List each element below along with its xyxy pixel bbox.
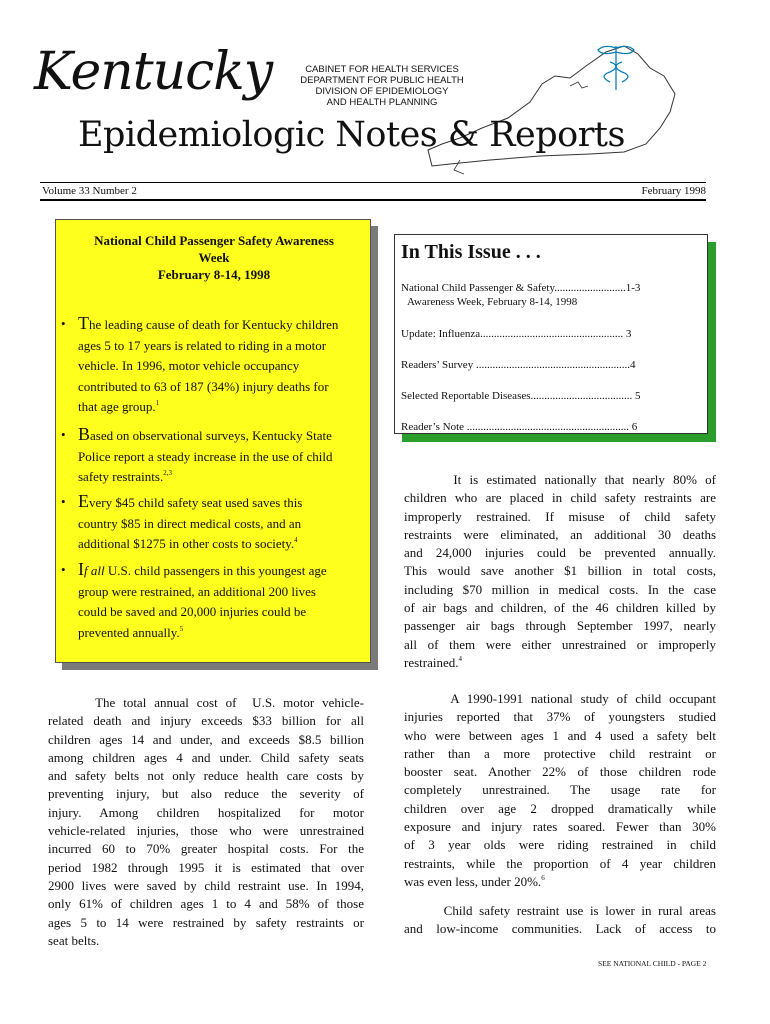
text-line: restrained.$^4$ bbox=[404, 654, 463, 670]
fact-line: vehicle. In 1996, motor vehicle occupancy bbox=[78, 358, 300, 373]
text-line: incurred 60 to 70% greater hospital costs. For the bbox=[48, 841, 364, 857]
fact-line: prevented annually.$^5$ bbox=[78, 624, 184, 640]
text-line: preventing injury, but also reduce the severity of bbox=[48, 786, 364, 802]
text-line: The total annual cost of U.S. motor vehicle- bbox=[48, 695, 364, 710]
issue-date: February 1998 bbox=[641, 185, 706, 197]
in-this-issue-box bbox=[394, 234, 708, 434]
agency-line: AND HEALTH PLANNING bbox=[326, 97, 438, 108]
toc-item[interactable]: Readers’ Survey ........................................................4 bbox=[401, 359, 636, 371]
fact-text bbox=[78, 492, 364, 555]
divider bbox=[40, 199, 706, 201]
text-line: restraints, while the proportion of 4 year children bbox=[404, 855, 716, 871]
fact-bullet: • If all U.S. child passengers in this youngest age group were restrained, an additional 200 lives could be saved and 20,000 injuries could be prevented annually.$^5$ bbox=[64, 560, 364, 643]
text-line: rather than a more protective child restraint or bbox=[404, 745, 716, 761]
text-line: ages 5 to 14 were restrained by safety restraints or bbox=[48, 914, 364, 930]
text-line: was even less, under 20%.$^6$ bbox=[404, 873, 545, 889]
fact-line: ages 5 to 17 years is related to riding in a motor bbox=[78, 337, 327, 353]
toc-item[interactable]: National Child Passenger & Safety..........................1-3 bbox=[401, 282, 641, 294]
text-line: all of them were either unrestrained or improperly bbox=[404, 636, 716, 652]
fact-line: safety restraints.$^{2,3}$ bbox=[78, 469, 172, 484]
text-line: period 1982 through 1995 it is estimated that over bbox=[48, 859, 364, 875]
text-line: children over age 2 dropped dramatically while bbox=[404, 800, 716, 816]
text-line: children ages 14 and under, and exceeds $8.5 billion bbox=[48, 731, 364, 747]
text-line: A 1990-1991 national study of child occupant bbox=[404, 691, 716, 706]
text-line: improperly restrained. If misuse of child safety bbox=[404, 508, 716, 524]
fact-line: The leading cause of death for Kentucky children bbox=[78, 313, 339, 333]
fact-line: If all U.S. child passengers in this youngest age bbox=[78, 559, 327, 579]
text-line: passenger air bags through September 1997, nearly bbox=[404, 618, 716, 634]
text-line: children who are placed in child safety restraints are bbox=[404, 490, 716, 506]
footnote-ref: 2,3 bbox=[163, 469, 172, 477]
text-line: seat belts. bbox=[48, 932, 100, 948]
text-line: injury. Among children hospitalized for motor bbox=[48, 804, 364, 820]
volume-number: Volume 33 Number 2 bbox=[42, 185, 137, 197]
toc-item[interactable]: Update: Influenza.................................................... 3 bbox=[401, 328, 632, 340]
fact-bullet: • Based on observational surveys, Kentucky State Police report a steady increase in the use of child safety restraints.$^{2,3}$ bbox=[64, 425, 364, 488]
feature-box bbox=[55, 219, 371, 663]
feature-title-line: Week bbox=[198, 250, 230, 265]
drop-cap: E bbox=[78, 491, 89, 511]
feature-title-line: February 8-14, 1998 bbox=[157, 267, 271, 282]
text-line: This would save another $1 billion in total costs, bbox=[404, 563, 716, 579]
continuation-note: SEE NATIONAL CHILD - PAGE 2 bbox=[598, 959, 707, 968]
agency-line: CABINET FOR HEALTH SERVICES bbox=[305, 64, 459, 75]
text-line: booster seat. Another 22% of those children rode bbox=[404, 764, 716, 780]
divider bbox=[40, 182, 706, 183]
text-line: injuries reported that 37% of youngsters studied bbox=[404, 709, 716, 725]
in-this-issue-heading: In This Issue . . . bbox=[401, 241, 541, 263]
text-line: of 3 year olds were riding restrained in child bbox=[404, 837, 716, 853]
text-line: exposure and injury rates soared. Fewer than 30% bbox=[404, 819, 716, 835]
text-line: and safety belts not only reduce health care costs by bbox=[48, 768, 364, 784]
footnote-ref: 5 bbox=[179, 624, 184, 633]
fact-text bbox=[78, 560, 364, 643]
fact-bullet: • The leading cause of death for Kentucky children ages 5 to 17 years is related to riding in a motor vehicle. In 1996, motor vehicle occupancy contributed to 63 of 187 (34%) injury deaths for that age group.$^1$ bbox=[64, 314, 364, 418]
text-line: Child safety restraint use is lower in rural areas bbox=[404, 903, 716, 918]
text-line: and 24,000 injuries could be prevented annually. bbox=[404, 545, 716, 561]
fact-line: group were restrained, an additional 200 lives bbox=[78, 583, 316, 599]
text-line: of air bags and children, of the 46 children killed by bbox=[404, 600, 716, 616]
footnote-ref: 6 bbox=[541, 873, 545, 882]
text-line: 2900 lives were saved by child restraint use. In 1994, bbox=[48, 877, 364, 893]
fact-line: Based on observational surveys, Kentucky State bbox=[78, 424, 332, 444]
footnote-ref: 4 bbox=[294, 536, 298, 544]
article-paragraph bbox=[404, 471, 716, 672]
kentucky-map-icon bbox=[420, 32, 680, 182]
article-paragraph bbox=[404, 690, 716, 891]
agency-line: DIVISION OF EPIDEMIOLOGY bbox=[315, 86, 449, 97]
drop-cap: B bbox=[78, 424, 91, 444]
footnote-ref: 1 bbox=[155, 399, 160, 407]
fact-line: country $85 in direct medical costs, and an bbox=[78, 515, 302, 531]
masthead-logo: Kentucky bbox=[34, 42, 273, 102]
text-line: related death and injury exceeds $33 billion for all bbox=[48, 713, 364, 729]
text-line: It is estimated nationally that nearly 80% of bbox=[404, 472, 716, 487]
text-line: and low-income communities. Lack of access to bbox=[404, 921, 716, 937]
text-line: including $70 million in medical costs. In the case bbox=[404, 581, 716, 597]
fact-bullet: • Every $45 child safety seat used saves this country $85 in direct medical costs, and an additional $1275 in other costs to society.$^4$ bbox=[64, 492, 364, 555]
drop-cap: T bbox=[78, 313, 89, 333]
fact-text bbox=[78, 425, 364, 488]
article-paragraph bbox=[48, 694, 364, 950]
text-line: only 61% of children ages 1 to 4 and 58% of those bbox=[48, 896, 364, 912]
fact-text bbox=[78, 314, 364, 418]
masthead-title: Epidemiologic Notes & Reports bbox=[78, 115, 625, 155]
text-line: completely unrestrained. The usage rate for bbox=[404, 782, 716, 798]
fact-line: Police report a steady increase in the use of child bbox=[78, 448, 333, 464]
fact-line: contributed to 63 of 187 (34%) injury deaths for bbox=[78, 378, 329, 394]
feature-title bbox=[56, 232, 372, 283]
footnote-ref: 4 bbox=[458, 654, 463, 663]
agency-line: DEPARTMENT FOR PUBLIC HEALTH bbox=[300, 75, 464, 86]
fact-line: Every $45 child safety seat used saves this bbox=[78, 491, 303, 511]
toc-item[interactable]: Selected Reportable Diseases..................................... 5 bbox=[401, 390, 641, 402]
drop-cap: I bbox=[78, 559, 84, 579]
text-line: vehicle-related injuries, those who were unrestrained bbox=[48, 823, 364, 839]
toc-item[interactable]: Awareness Week, February 8-14, 1998 bbox=[407, 296, 578, 308]
text-line: who were between ages 1 and 4 used a safety belt bbox=[404, 727, 716, 743]
fact-line: additional $1275 in other costs to society.$^4$ bbox=[78, 536, 298, 551]
fact-line: could be saved and 20,000 injuries could be bbox=[78, 604, 307, 619]
article-paragraph bbox=[404, 902, 716, 939]
feature-title-line: National Child Passenger Safety Awareness bbox=[94, 233, 334, 248]
fact-line: that age group.$^1$ bbox=[78, 399, 160, 414]
toc-item[interactable]: Reader’s Note ........................................................... 6 bbox=[401, 421, 638, 433]
text-line: restraints were eliminated, an additional 30 deaths bbox=[404, 526, 716, 542]
text-line: among children ages 4 and under. Child safety seats bbox=[48, 749, 364, 765]
